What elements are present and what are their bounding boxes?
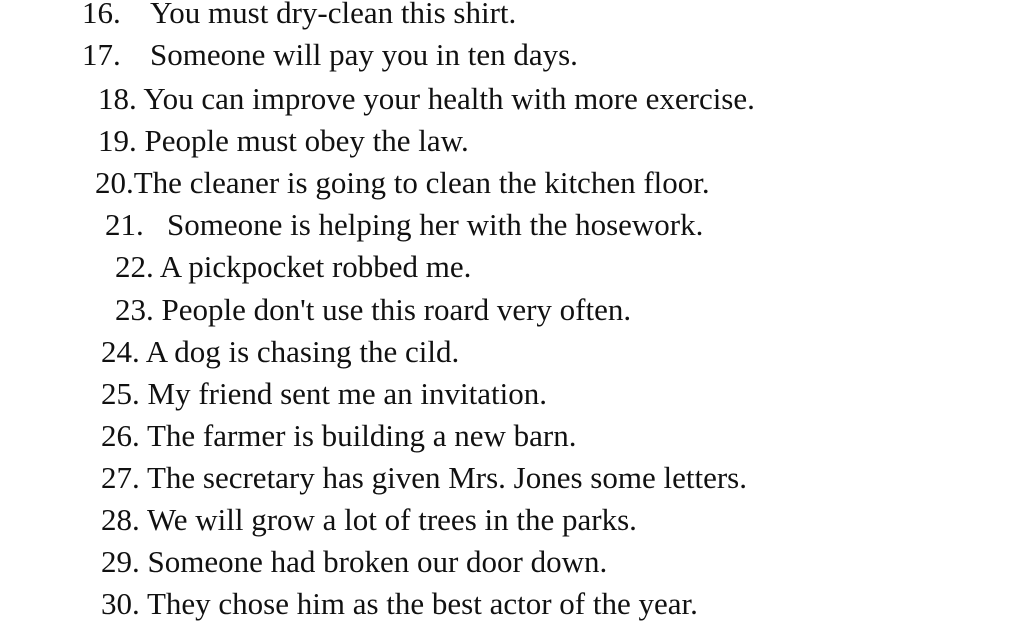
item-number: 17.: [82, 37, 121, 72]
item-number: 20.: [95, 165, 134, 200]
item-number: 24.: [101, 334, 140, 369]
item-text: My friend sent me an invitation.: [147, 376, 547, 411]
item-number: 28.: [101, 502, 140, 537]
item-text: People must obey the law.: [144, 123, 469, 158]
item-number: 19.: [98, 123, 137, 158]
list-item: [95, 164, 710, 202]
item-number: 30.: [101, 586, 140, 621]
item-text: The farmer is building a new barn.: [146, 418, 577, 453]
list-item: [101, 585, 698, 623]
item-text: People don't use this roard very often.: [161, 292, 632, 327]
item-number: 18.: [98, 81, 137, 116]
item-number: 25.: [101, 376, 140, 411]
item-number: 29.: [101, 544, 140, 579]
list-item: [82, 0, 516, 32]
item-number: 16.: [82, 0, 121, 30]
list-item: [101, 543, 607, 581]
list-item: [98, 80, 755, 118]
list-item: [101, 459, 747, 497]
list-item: [101, 501, 637, 539]
item-text: A dog is chasing the cild.: [145, 334, 460, 369]
list-item: [98, 122, 469, 160]
item-text: The cleaner is going to clean the kitchen floor.: [133, 165, 710, 200]
item-text: The secretary has given Mrs. Jones some letters.: [146, 460, 747, 495]
item-text: A pickpocket robbed me.: [159, 249, 472, 284]
item-number: 22.: [115, 249, 154, 284]
item-number: 21.: [105, 207, 144, 242]
item-number: 26.: [101, 418, 140, 453]
list-item: [82, 36, 578, 74]
item-text: You must dry-clean this shirt.: [150, 0, 517, 30]
list-item: [101, 333, 459, 371]
list-item: [105, 206, 703, 244]
item-text: You can improve your health with more exercise.: [143, 81, 755, 116]
item-number: 27.: [101, 460, 140, 495]
list-item: [115, 291, 631, 329]
list-item: [115, 248, 471, 286]
item-text: We will grow a lot of trees in the parks.: [146, 502, 637, 537]
item-text: They chose him as the best actor of the year.: [146, 586, 698, 621]
list-item: [101, 417, 577, 455]
item-text: Someone is helping her with the hosework.: [167, 207, 704, 242]
list-item: [101, 375, 547, 413]
item-text: Someone had broken our door down.: [147, 544, 608, 579]
item-number: 23.: [115, 292, 154, 327]
item-text: Someone will pay you in ten days.: [150, 37, 578, 72]
